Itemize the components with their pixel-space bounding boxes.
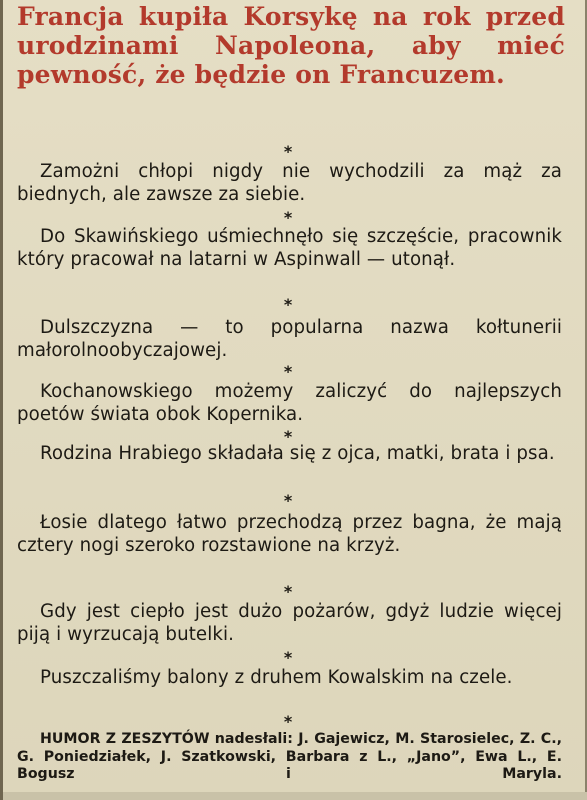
joke-item: Puszczaliśmy balony z druhem Kowalskim na czele. xyxy=(40,667,513,688)
separator-asterisk: * xyxy=(283,648,293,667)
credits xyxy=(17,731,562,784)
joke-item: Kochanowskiego możemy zaliczyć do najlepszych poetów świata obok Kopernika. xyxy=(17,381,562,425)
joke-item: Łosie dlatego łatwo przechodzą przez bagna, że mają cztery nogi szeroko rozstawione na krzyż. xyxy=(17,512,562,556)
separator-asterisk: * xyxy=(283,142,293,161)
separator-asterisk: * xyxy=(283,491,293,510)
separator-asterisk: * xyxy=(283,295,293,314)
page-edge xyxy=(3,792,587,800)
joke-item: Dulszczyzna — to popularna nazwa kołtunerii małorolnoobyczajowej. xyxy=(17,317,562,361)
credits-label: HUMOR Z ZESZYTÓW xyxy=(40,731,210,747)
joke-item: Zamożni chłopi nigdy nie wychodzili za mąż za biednych, ale zawsze za siebie. xyxy=(17,161,562,205)
separator-asterisk: * xyxy=(283,208,293,227)
separator-asterisk: * xyxy=(283,427,293,446)
separator-asterisk: * xyxy=(283,582,293,601)
separator-asterisk: * xyxy=(283,362,293,381)
separator-asterisk: * xyxy=(283,712,293,731)
joke-item: Rodzina Hrabiego składała się z ojca, matki, brata i psa. xyxy=(40,443,555,464)
headline: Francja kupiła Korsykę na rok przed urodzinami Napoleona, aby mieć pewność, że będzie on Francuzem. xyxy=(17,2,565,89)
joke-item: Do Skawińskiego uśmiechnęło się szczęście, pracownik który pracował na latarni w Aspinwall — utonął. xyxy=(17,226,562,270)
joke-item: Gdy jest ciepło jest dużo pożarów, gdyż ludzie więcej piją i wyrzucają butelki. xyxy=(17,601,562,645)
credits-names: nadesłali: J. Gajewicz, M. Starosielec, Z. C., G. Poniedziałek, J. Szatkowski, Barbara z L., „Jano”, Ewa L., E. Bogusz i Maryla. xyxy=(17,731,562,782)
